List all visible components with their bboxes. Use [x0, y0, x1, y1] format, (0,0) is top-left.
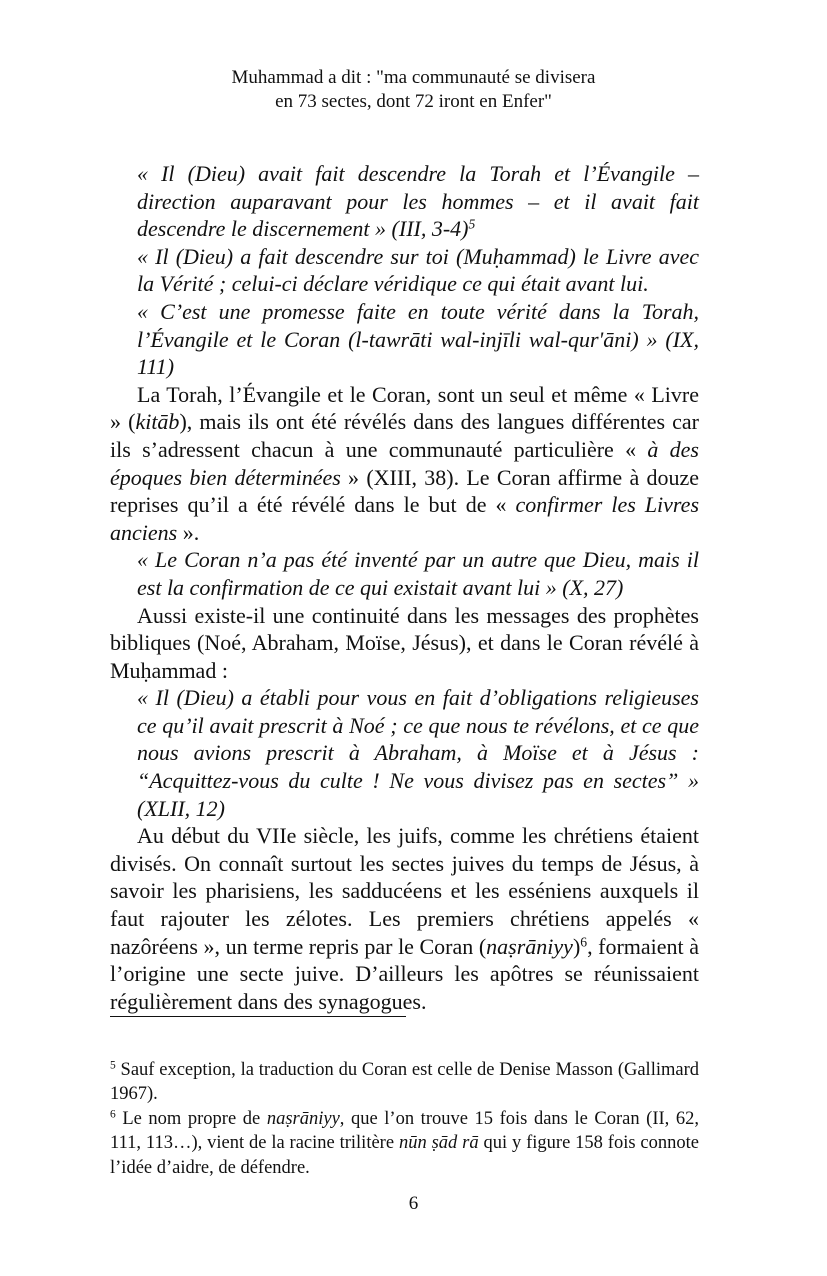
- header-line-2: en 73 sectes, dont 72 iront en Enfer": [275, 91, 552, 112]
- footnote-term-root: nūn ṣād rā: [398, 1133, 479, 1154]
- paragraph-2: Aussi existe-il une continuité dans les messages des prophètes bibliques (Noé, Abraham, Moïse, Jésus), et dans le Coran révélé à Muḥammad :: [110, 602, 699, 683]
- inline-quote-livres: confirmer les Livres anciens: [110, 492, 700, 545]
- footnote-6: $^6$ Le nom propre de naṣrāniyy, que l’on trouve 15 fois dans le Coran (II, 62, 111, 113…), vient de la racine trilitère nūn ṣād rā qui y figure 158 fois connote l’idée d’aidre, de défendre.: [110, 1108, 699, 1178]
- running-header: [0, 66, 827, 114]
- inline-quote-epoques: à des époques bien déterminées: [110, 436, 699, 490]
- footnotes: [110, 1058, 699, 1180]
- header-line-1: Muhammad a dit : "ma communauté se divisera: [231, 67, 596, 88]
- footnote-mark-5: 5: [110, 1059, 116, 1072]
- footnote-divider: [110, 1016, 406, 1017]
- footnote-term-nasraniyy: naṣrāniyy: [266, 1108, 340, 1129]
- footnote-ref-5[interactable]: 5: [468, 216, 476, 232]
- term-nasraniyy: naṣrāniyy: [486, 933, 573, 959]
- footnote-mark-6: 6: [110, 1108, 116, 1121]
- quote-5: « Il (Dieu) a établi pour vous en fait d’obligations religieuses ce qu’il avait prescrit à Noé ; ce que nous te révélons, et ce que nous avions prescrit à Abraham, à Moïse et à Jésus : “Acquittez-vous du culte ! Ne vous divisez pas en sectes” » (XLII, 12): [137, 685, 699, 821]
- footnote-5: $^5$ Sauf exception, la traduction du Coran est celle de Denise Masson (Gallimard 1967).: [110, 1059, 699, 1105]
- quote-2: « Il (Dieu) a fait descendre sur toi (Muḥammad) le Livre avec la Vérité ; celui-ci déclare véridique ce qui était avant lui.: [137, 243, 699, 297]
- quote-3: « C’est une promesse faite en toute vérité dans la Torah, l’Évangile et le Coran (l-tawrāti wal-injīli wal-qur'āni) » (IX, 111): [137, 298, 699, 380]
- footnote-ref-6[interactable]: 6: [580, 934, 588, 950]
- paragraph-1: La Torah, l’Évangile et le Coran, sont un seul et même « Livre » (kitāb), mais ils ont été révélés dans des langues différentes car ils s’adressent chacun à une communauté particulière « à des époques bien déterminées » (XIII, 38). Le Coran affirme à douze reprises qu’il a été révélé dans le but de « confirmer les Livres anciens ».: [110, 381, 700, 545]
- page-number: 6: [408, 1193, 419, 1214]
- term-kitab: kitāb: [135, 409, 180, 435]
- quote-1: « Il (Dieu) avait fait descendre la Torah et l’Évangile – direction auparavant pour les hommes – et il avait fait descendre le discernement » (III, 3-4)$^5$: [137, 161, 699, 242]
- quote-4: « Le Coran n’a pas été inventé par un autre que Dieu, mais il est la confirmation de ce qui existait avant lui » (X, 27): [137, 547, 699, 600]
- paragraph-3: Au début du VIIe siècle, les juifs, comme les chrétiens étaient divisés. On connaît surtout les sectes juives du temps de Jésus, à savoir les pharisiens, les sadducéens et les esséniens auxquels il faut rajouter les zélotes. Les premiers chrétiens appelés « nazôréens », un terme repris par le Coran (naṣrāniyy)$^6$, formaient à l’origine une secte juive. D’ailleurs les apôtres se réunissaient régulièrement dans des synagogues.: [110, 823, 699, 1014]
- main-text: [110, 160, 699, 1015]
